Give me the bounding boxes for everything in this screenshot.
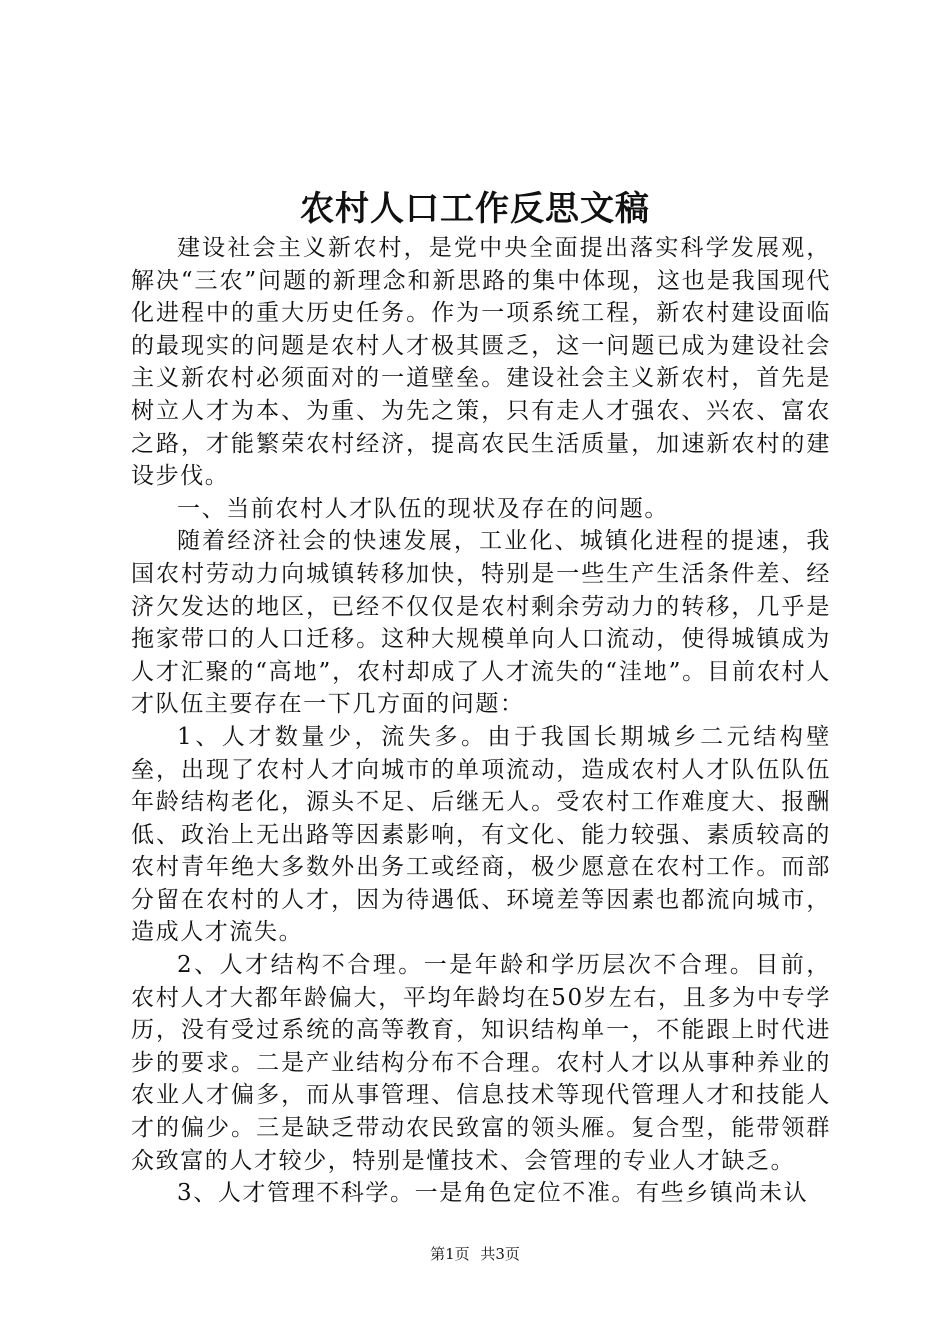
paragraph-intro: 建设社会主义新农村，是党中央全面提出落实科学发展观，解决“三农”问题的新理念和新思路的集中体现，这也是我国现代化进程中的重大历史任务。作为一项系统工程，新农村建设面临的最现实的问题是农村人才极其匮乏，这一问题已成为建设社会主义新农村必须面对的一道壁垒。建设社会主义新农村，首先是树立人才为本、为重、为先之策，只有走人才强农、兴农、富农之路，才能繁荣农村经济，提高农民生活质量，加速新农村的建设步伐。 bbox=[131, 235, 831, 490]
document-body bbox=[131, 232, 831, 1210]
paragraph-point-2: 2、人才结构不合理。一是年龄和学历层次不合理。目前，农村人才大都年龄偏大，平均年龄均在50岁左右，且多为中专学历，没有受过系统的高等教育，知识结构单一，不能跟上时代进步的要求。二是产业结构分布不合理。农村人才以从事种养业的农业人才偏多，而从事管理、信息技术等现代管理人才和技能人才的偏少。三是缺乏带动农民致富的领头雁。复合型，能带领群众致富的人才较少，特别是懂技术、会管理的专业人才缺乏。 bbox=[131, 952, 831, 1174]
page-total: 共3页 bbox=[480, 1245, 520, 1263]
page-number: 第1页 bbox=[430, 1245, 470, 1263]
section-heading-1: 一、当前农村人才队伍的现状及存在的问题。 bbox=[177, 495, 669, 522]
paragraph-background: 随着经济社会的快速发展，工业化、城镇化进程的提速，我国农村劳动力向城镇转移加快，特别是一些生产生活条件差、经济欠发达的地区，已经不仅仅是农村剩余劳动力的转移，几乎是拖家带口的人口迁移。这种大规模单向人口流动，使得城镇成为人才汇聚的“高地”，农村却成了人才流失的“洼地”。目前农村人才队伍主要存在一下几方面的问题： bbox=[131, 528, 831, 718]
paragraph-point-1: 1、人才数量少，流失多。由于我国长期城乡二元结构壁垒，出现了农村人才向城市的单项流动，造成农村人才队伍队伍年龄结构老化，源头不足、后继无人。受农村工作难度大、报酬低、政治上无出路等因素影响，有文化、能力较强、素质较高的农村青年绝大多数外出务工或经商，极少愿意在农村工作。而部分留在农村的人才，因为待遇低、环境差等因素也都流向城市，造成人才流失。 bbox=[131, 723, 831, 946]
document-title: 农村人口工作反思文稿 bbox=[300, 189, 650, 229]
page-footer bbox=[0, 1244, 950, 1264]
paragraph-point-3: 3、人才管理不科学。一是角色定位不准。有些乡镇尚未认 bbox=[177, 1180, 809, 1207]
